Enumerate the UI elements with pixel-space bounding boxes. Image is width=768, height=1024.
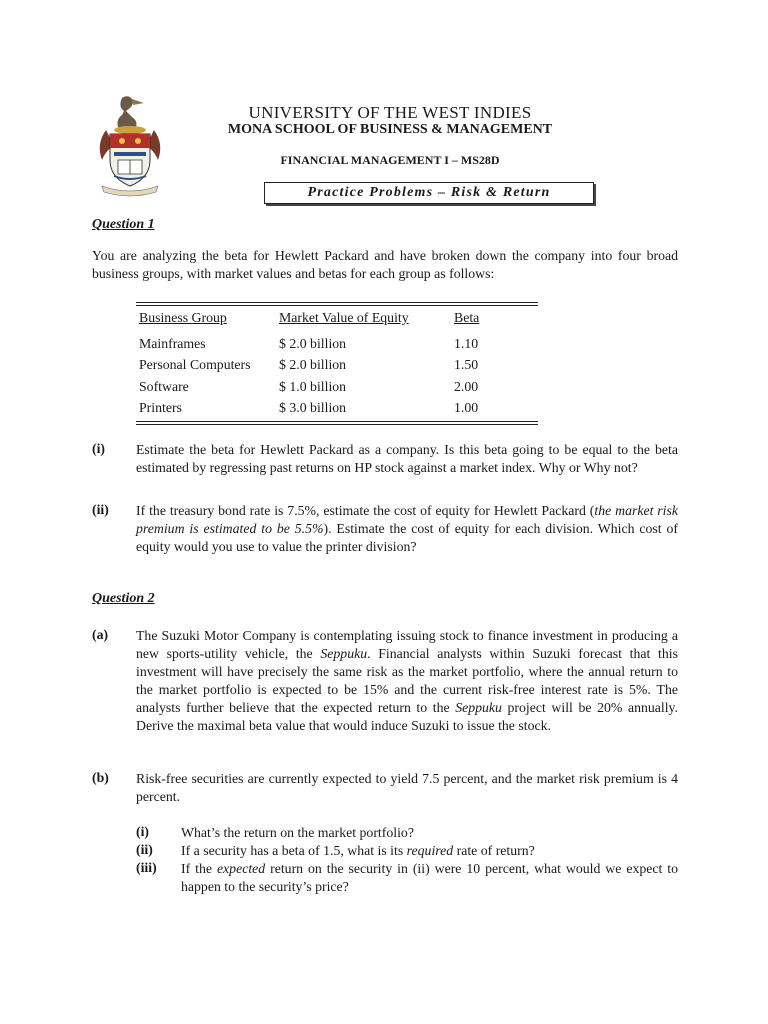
table-row	[136, 355, 538, 377]
table-cell: 1.50	[454, 357, 479, 372]
column-header: Market Value of Equity	[279, 310, 409, 325]
q2-part-b-text: Risk-free securities are currently expected to yield 7.5 percent, and the market risk premium is 4 percent.	[136, 771, 678, 804]
question-1-intro: You are analyzing the beta for Hewlett Packard and have broken down the company into four broad business groups, with market values and betas for each group as follows:	[92, 248, 678, 281]
table-cell: $ 2.0 billion	[279, 357, 347, 372]
q1-part-i-text: Estimate the beta for Hewlett Packard as a company. Is this beta going to be equal to the beta estimated by regressing past returns on HP stock against a market index. Why or Why not?	[136, 442, 678, 475]
table-cell: 1.10	[454, 335, 479, 351]
university-name: UNIVERSITY OF THE WEST INDIES	[248, 103, 532, 122]
table-cell: Personal Computers	[139, 357, 251, 372]
table-cell: Mainframes	[139, 335, 206, 351]
table-row	[136, 398, 538, 420]
q2-b-ii-label: (ii)	[136, 842, 153, 857]
q2-part-b-label: (b)	[92, 770, 109, 785]
university-crest-logo	[92, 94, 168, 198]
q2-b-iii-label: (iii)	[136, 860, 157, 875]
table-cell: $ 1.0 billion	[279, 378, 347, 394]
table-top-rule	[136, 302, 538, 306]
column-header: Beta	[454, 310, 480, 325]
table-bottom-rule	[136, 421, 538, 425]
table-row	[136, 334, 538, 356]
q1-part-ii-text: If the treasury bond rate is 7.5%, estimate the cost of equity for Hewlett Packard (the market risk premium is estimated to be 5.5%). Estimate the cost of equity for each division. Which cost of equity would you use to value the printer division?	[136, 503, 679, 554]
document-title: Practice Problems – Risk & Return	[264, 182, 594, 204]
business-group-table	[136, 302, 538, 425]
q2-b-ii-text: If a security has a beta of 1.5, what is its required rate of return?	[181, 843, 535, 858]
question-2-heading: Question 2	[92, 591, 155, 606]
column-header: Business Group	[139, 310, 227, 325]
school-name: MONA SCHOOL OF BUSINESS & MANAGEMENT	[227, 122, 553, 137]
q2-b-i-text: What’s the return on the market portfolio?	[181, 825, 414, 840]
question-1-heading: Question 1	[92, 217, 155, 232]
course-title: FINANCIAL MANAGEMENT I – MS28D	[280, 153, 500, 167]
q2-part-a-label: (a)	[92, 627, 109, 642]
table-cell: $ 2.0 billion	[279, 335, 347, 351]
table-cell: 1.00	[454, 400, 479, 415]
table-cell: Printers	[139, 400, 182, 415]
table-cell: Software	[139, 378, 189, 394]
table-cell: $ 3.0 billion	[279, 400, 347, 415]
q2-part-a-text: The Suzuki Motor Company is contemplating issuing stock to finance investment in producing a new sports-utility vehicle, the Seppuku. Financial analysts within Suzuki forecast that this investment will have precisely the same risk as the market portfolio, where the annual return to the market portfolio is expected to be 15% and the current risk-free interest rate is 5%. The analysts further believe that the expected return to the Seppuku project will be 20% annually. Derive the maximal beta value that would induce Suzuki to issue the stock.	[136, 628, 678, 733]
q2-b-i-label: (i)	[136, 824, 150, 839]
q2-b-iii-text: If the expected return on the security in (ii) were 10 percent, what would we expect to happen to the security’s price?	[181, 861, 678, 894]
table-header-row	[136, 308, 538, 330]
q1-part-ii-label: (ii)	[92, 502, 109, 517]
table-row	[136, 377, 538, 399]
table-cell: 2.00	[454, 378, 479, 394]
q1-part-i-label: (i)	[92, 441, 106, 456]
